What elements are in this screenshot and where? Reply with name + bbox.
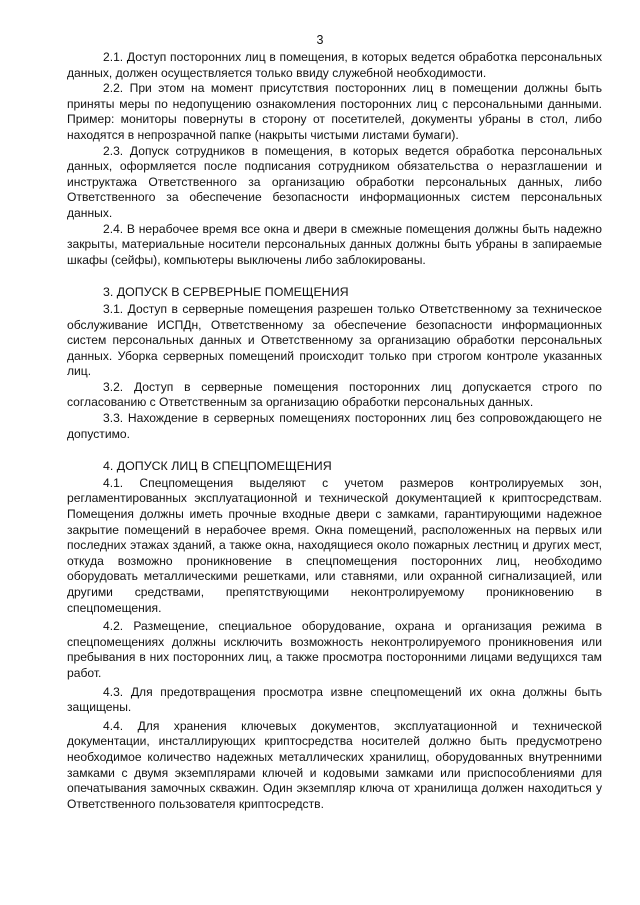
paragraph-2-2: 2.2. При этом на момент присутствия посторонних лиц в помещении должны быть приняты меры по недопущению ознакомления посторонних лиц с персональными данными. Пример: мониторы повернуты в сторону от посетителей, документы убраны в стол, либо находятся в непрозрачной папке (накрыты чистыми листами бумаги).: [67, 81, 602, 142]
document-body: [67, 50, 602, 812]
section-3: [67, 285, 602, 442]
paragraph-2-4: 2.4. В нерабочее время все окна и двери в смежные помещения должны быть надежно закрыты, материальные носители персональных данных должны быть убраны в запираемые шкафы (сейфы), компьютеры выключены либо заблокированы.: [67, 221, 602, 267]
section-heading-4: 4. ДОПУСК ЛИЦ В СПЕЦПОМЕЩЕНИЯ: [103, 459, 332, 474]
section-heading-3: 3. ДОПУСК В СЕРВЕРНЫЕ ПОМЕЩЕНИЯ: [103, 285, 349, 300]
paragraph-4-1: 4.1. Спецпомещения выделяют с учетом размеров контролируемых зон, регламентированных эксплуатационной и технической документацией к криптосредствам. Помещения должны иметь прочные входные двери с замками, гарантирующими надежное закрытие помещений в нерабочее время. Окна помещений, расположенных на первых или последних этажах зданий, а также окна, находящиеся около пожарных лестниц и других мест, откуда возможно проникновение в спецпомещения посторонних лиц, необходимо оборудовать металлическими решетками, или ставнями, или охранной сигнализацией, или другими средствами, препятствующими неконтролируемому проникновению в спецпомещения.: [67, 475, 602, 615]
section-2: [67, 50, 602, 268]
page-number: 3: [316, 33, 324, 47]
paragraph-3-2: 3.2. Доступ в серверные помещения посторонних лиц допускается строго по согласованию с Ответственным за организацию обработки персональных данных.: [67, 379, 602, 410]
paragraph-4-2: 4.2. Размещение, специальное оборудование, охрана и организация режима в спецпомещениях должны исключить возможность неконтролируемого проникновения или пребывания в них посторонних лиц, а также просмотра посторонними лицами ведущихся там работ.: [67, 619, 602, 680]
paragraph-2-3: 2.3. Допуск сотрудников в помещения, в которых ведется обработка персональных данных, оформляется после подписания сотрудником обязательства о неразглашении и инструктажа Ответственного за организацию обработки персональных данных, либо Ответственного за обеспечение безопасности информационных систем персональных данных.: [67, 143, 602, 220]
paragraph-4-3: 4.3. Для предотвращения просмотра извне спецпомещений их окна должны быть защищены.: [67, 684, 602, 715]
section-4: [67, 459, 602, 812]
paragraph-3-1: 3.1. Доступ в серверные помещения разрешен только Ответственному за техническое обслуживание ИСПДн, Ответственному за обеспечение безопасности информационных систем персональных данных и Ответственному за организацию обработки персональных данных. Уборка серверных помещений происходит только при строгом контроле указанных лиц.: [67, 301, 602, 379]
paragraph-2-1: 2.1. Доступ посторонних лиц в помещения, в которых ведется обработка персональных данных, должен осуществляется только ввиду служебной необходимости.: [67, 50, 602, 80]
paragraph-4-4: 4.4. Для хранения ключевых документов, эксплуатационной и технической документации, инсталлирующих криптосредства носителей должно быть предусмотрено необходимое количество надежных металлических хранилищ, оборудованных внутренними замками с двумя экземплярами ключей и кодовыми замками или приспособлениями для опечатывания замочных скважин. Один экземпляр ключа от хранилища должен находиться у Ответственного пользователя криптосредств.: [67, 718, 602, 811]
paragraph-3-3: 3.3. Нахождение в серверных помещениях посторонних лиц без сопровождающего не допустимо.: [67, 411, 602, 441]
